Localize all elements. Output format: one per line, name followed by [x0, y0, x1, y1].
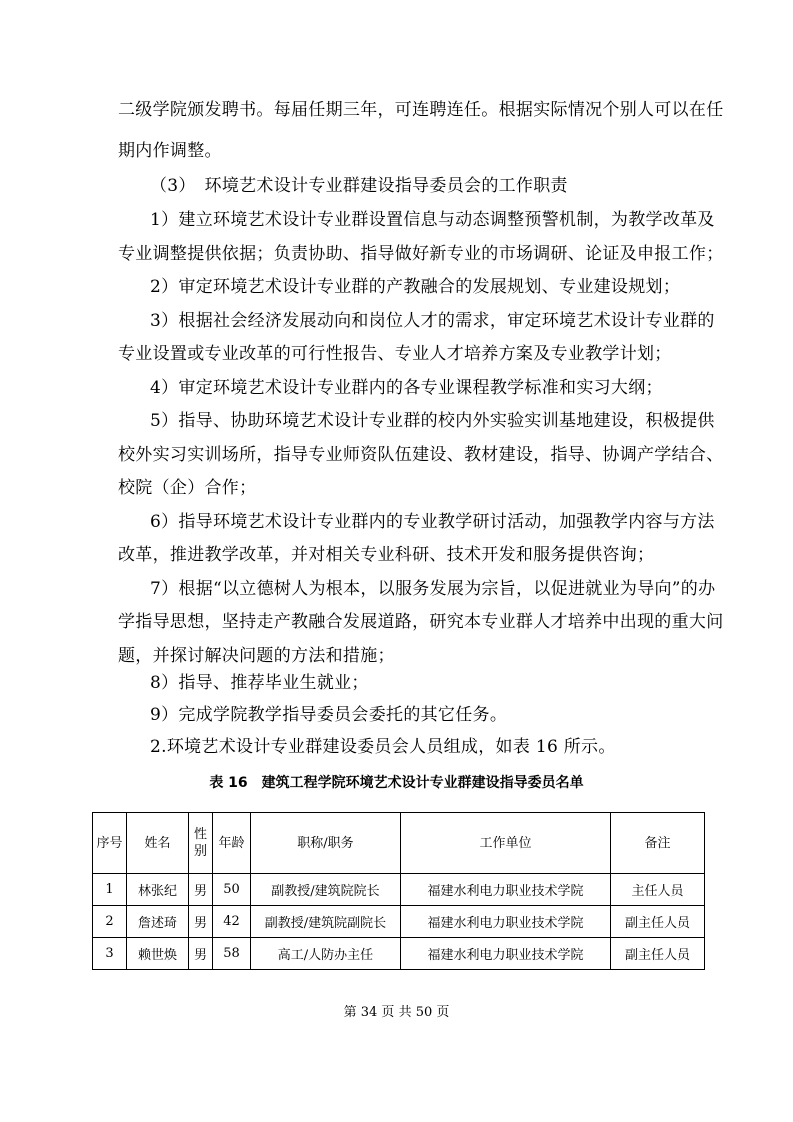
section-heading: （3） 环境艺术设计专业群建设指导委员会的工作职责 [150, 176, 568, 196]
cell-title: 高工/人防办主任 [251, 938, 401, 970]
cell-no: 2 [93, 906, 127, 938]
table-row [93, 906, 705, 938]
table-header-row [93, 813, 705, 874]
cell-unit: 福建水利电力职业技术学院 [401, 874, 611, 906]
committee-members-table [92, 812, 705, 970]
paragraph-line: 1）建立环境艺术设计专业群设置信息与动态调整预警机制，为教学改革及 [150, 210, 715, 230]
cell-title: 副教授/建筑院院长 [251, 874, 401, 906]
cell-no: 1 [93, 874, 127, 906]
cell-age: 58 [213, 938, 251, 970]
paragraph-line: 校院（企）合作； [118, 478, 257, 498]
table-row [93, 874, 705, 906]
cell-title: 副教授/建筑院副院长 [251, 906, 401, 938]
header-unit: 工作单位 [401, 813, 611, 874]
cell-no: 3 [93, 938, 127, 970]
cell-unit: 福建水利电力职业技术学院 [401, 906, 611, 938]
paragraph-line: 5）指导、协助环境艺术设计专业群的校内外实验实训基地建设，积极提供 [150, 411, 715, 431]
paragraph-line: 期内作调整。 [118, 141, 222, 161]
paragraph-line: 题，并探讨解决问题的方法和措施； [118, 646, 395, 666]
paragraph-line: 3）根据社会经济发展动向和岗位人才的需求，审定环境艺术设计专业群的 [150, 311, 715, 331]
paragraph-line: 学指导思想，坚持走产教融合发展道路，研究本专业群人才培养中出现的重大问 [118, 612, 724, 632]
header-name: 姓名 [127, 813, 189, 874]
paragraph-line: 7）根据“以立德树人为根本，以服务发展为宗旨，以促进就业为导向”的办 [150, 579, 716, 599]
cell-name: 林张纪 [127, 874, 189, 906]
paragraph-line: 2）审定环境艺术设计专业群的产教融合的发展规划、专业建设规划； [150, 277, 681, 297]
cell-age: 50 [213, 874, 251, 906]
paragraph-line: 专业调整提供依据；负责协助、指导做好新专业的市场调研、论证及申报工作； [118, 244, 724, 264]
header-no: 序号 [93, 813, 127, 874]
header-age: 年龄 [213, 813, 251, 874]
paragraph-line: 8）指导、推荐毕业生就业； [150, 673, 369, 693]
table-caption: 表 16 建筑工程学院环境艺术设计专业群建设指导委员名单 [209, 775, 584, 791]
cell-gender: 男 [189, 938, 213, 970]
table-row [93, 938, 705, 970]
paragraph-line: 6）指导环境艺术设计专业群内的专业教学研讨活动，加强教学内容与方法 [150, 512, 715, 532]
paragraph-line: 二级学院颁发聘书。每届任期三年，可连聘连任。根据实际情况个别人可以在任 [118, 100, 724, 120]
paragraph-line: 9）完成学院教学指导委员会委托的其它任务。 [150, 705, 508, 725]
paragraph-line: 校外实习实训场所，指导专业师资队伍建设、教材建设，指导、协调产学结合、 [118, 445, 724, 465]
cell-unit: 福建水利电力职业技术学院 [401, 938, 611, 970]
cell-remark: 副主任人员 [611, 938, 705, 970]
cell-gender: 男 [189, 906, 213, 938]
paragraph-line: 2.环境艺术设计专业群建设委员会人员组成，如表 16 所示。 [150, 737, 616, 757]
paragraph-line: 改革，推进教学改革，并对相关专业科研、技术开发和服务提供咨询； [118, 545, 655, 565]
cell-remark: 副主任人员 [611, 906, 705, 938]
cell-age: 42 [213, 906, 251, 938]
cell-remark: 主任人员 [611, 874, 705, 906]
cell-name: 赖世焕 [127, 938, 189, 970]
page-number: 第 34 页 共 50 页 [343, 1005, 450, 1020]
header-title: 职称/职务 [251, 813, 401, 874]
cell-name: 詹述琦 [127, 906, 189, 938]
header-remark: 备注 [611, 813, 705, 874]
header-gender: 性别 [189, 813, 213, 874]
paragraph-line: 专业设置或专业改革的可行性报告、专业人才培养方案及专业教学计划； [118, 344, 672, 364]
paragraph-line: 4）审定环境艺术设计专业群内的各专业课程教学标准和实习大纲； [150, 378, 663, 398]
cell-gender: 男 [189, 874, 213, 906]
